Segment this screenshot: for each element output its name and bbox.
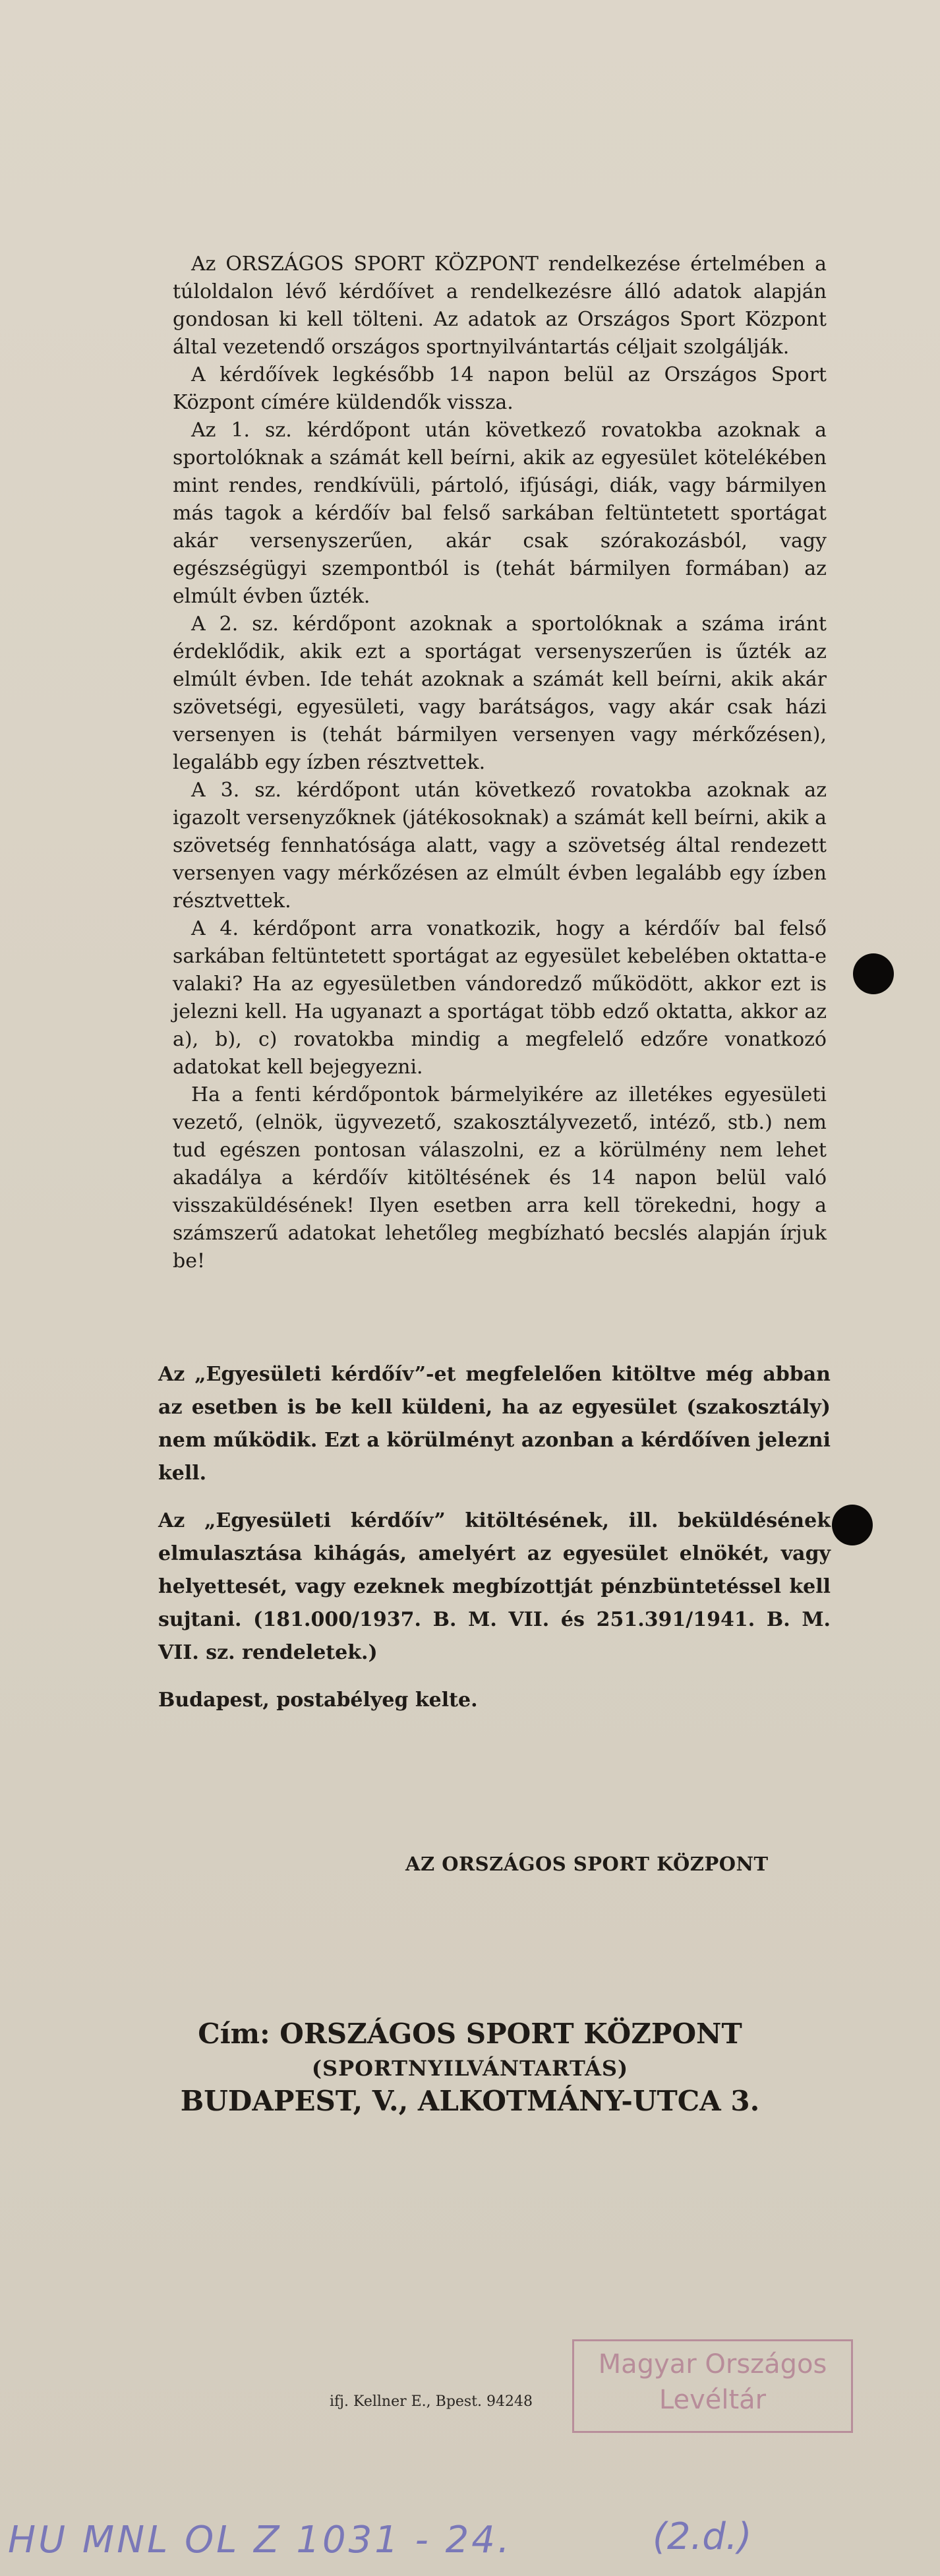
address-line-3: BUDAPEST, V., ALKOTMÁNY-UTCA 3. [180,2085,760,2117]
instructions-text [173,251,827,1275]
paragraph-question-4: A 4. kérdőpont arra vonatkozik, hogy a kérdőív bal felső sarkában feltüntetett sportágat az egyesület kebelében oktatta-e valaki? Ha az egyesületben vándoredző működött, akkor ezt is jelezni kell. Ha ugyanazt a sportágat több edző oktatta, akkor az a), b), c) rovatokba mindig a megfelelő edzőre vonatkozó adatokat kell bejegyezni. [173,917,827,1079]
stamp-line-1: Magyar Országos [598,2349,827,2380]
handwritten-page-number: (2.d.) [653,2515,752,2558]
punch-hole [832,1505,873,1545]
address-line-1: Cím: ORSZÁGOS SPORT KÖZPONT [198,2018,742,2050]
paragraph-question-3: A 3. sz. kérdőpont után következő rovatokba azoknak az igazolt versenyzőknek (játékosoknak) a számát kell beírni, akik a szövetség fennhatósága alatt, vagy a szövetség által rendezett versenyen vagy mérkőzésen az elmúlt évben legalább egy ízben résztvettek. [173,779,827,913]
paragraph-question-2: A 2. sz. kérdőpont azoknak a sportolóknak a száma iránt érdeklődik, akik ezt a sportágat versenyszerűen is űzték az elmúlt évben. Ide tehát azoknak a számát kell beírni, akik akár szövetségi, egyesületi, vagy barátságos, vagy akár csak házi versenyen is (tehát bármilyen versenyen vagy mérkőzésen), legalább egy ízben résztvettek. [173,613,827,774]
paragraph-deadline: A kérdőívek legkésőbb 14 napon belül az Országos Sport Központ címére küldendők vissza. [173,363,827,414]
legal-notice [158,1358,831,1731]
paragraph-intro: Az ORSZÁGOS SPORT KÖZPONT rendelkezése értelmében a túloldalon lévő kérdőívet a rendelkezésre álló adatok alapján gondosan ki kell tölteni. Az adatok az Országos Sport Központ által vezetendő országos sportnyilvántartás céljait szolgálják. [173,253,827,359]
paragraph-estimate-note: Ha a fenti kérdőpontok bármelyikére az illetékes egyesületi vezető, (elnök, ügyvezető, szakosztályvezető, intéző, stb.) nem tud egészen pontosan válaszolni, ez a körülmény nem lehet akadálya a kérdőív kitöltésének és 14 napon belül való visszaküldésének! Ilyen esetben arra kell törekedni, hogy a számszerű adatokat lehetőleg megbízható becslés alapján írjuk be! [173,1083,827,1273]
paragraph-question-1: Az 1. sz. kérdőpont után következő rovatokba azoknak a sportolóknak a számát kell beírni, akik az egyesület kötelékében mint rendes, rendkívüli, pártoló, ifjúsági, diák, vagy bármilyen más tagok a kérdőív bal felső sarkában feltüntetett sportágat akár versenyszerűen, akár csak szórakozásból, vagy egészségügyi szempontból is (tehát bármilyen formában) az elmúlt évben űzték. [173,419,827,608]
punch-hole [853,953,894,994]
paragraph-penalty: Az „Egyesületi kérdőív” kitöltésének, ill. beküldésének elmulasztása kihágás, amelyért az egyesület elnökét, vagy helyettesét, vagy ezeknek megbízottját pénzbüntetéssel kell sujtani. (181.000/1937. B. M. VII. és 251.391/1941. B. M. VII. sz. rendeletek.) [158,1509,831,1664]
handwritten-reference: HU MNL OL Z 1031 - 24. [8,2519,512,2561]
place-date: Budapest, postabélyeg kelte. [158,1689,478,1712]
paragraph-must-submit: Az „Egyesületi kérdőív”-et megfelelően kitöltve még abban az esetben is be kell küldeni, ha az egyesület (szakosztály) nem működik. Ezt a körülményt azonban a kérdőíven jelezni kell. [158,1363,831,1485]
archive-stamp [572,2339,853,2433]
address-line-2: (SPORTNYILVÁNTARTÁS) [311,2056,629,2081]
printer-imprint: ifj. Kellner E., Bpest. 94248 [330,2393,533,2410]
stamp-line-2: Levéltár [659,2385,767,2415]
issuer-signature: AZ ORSZÁGOS SPORT KÖZPONT [405,1853,769,1875]
